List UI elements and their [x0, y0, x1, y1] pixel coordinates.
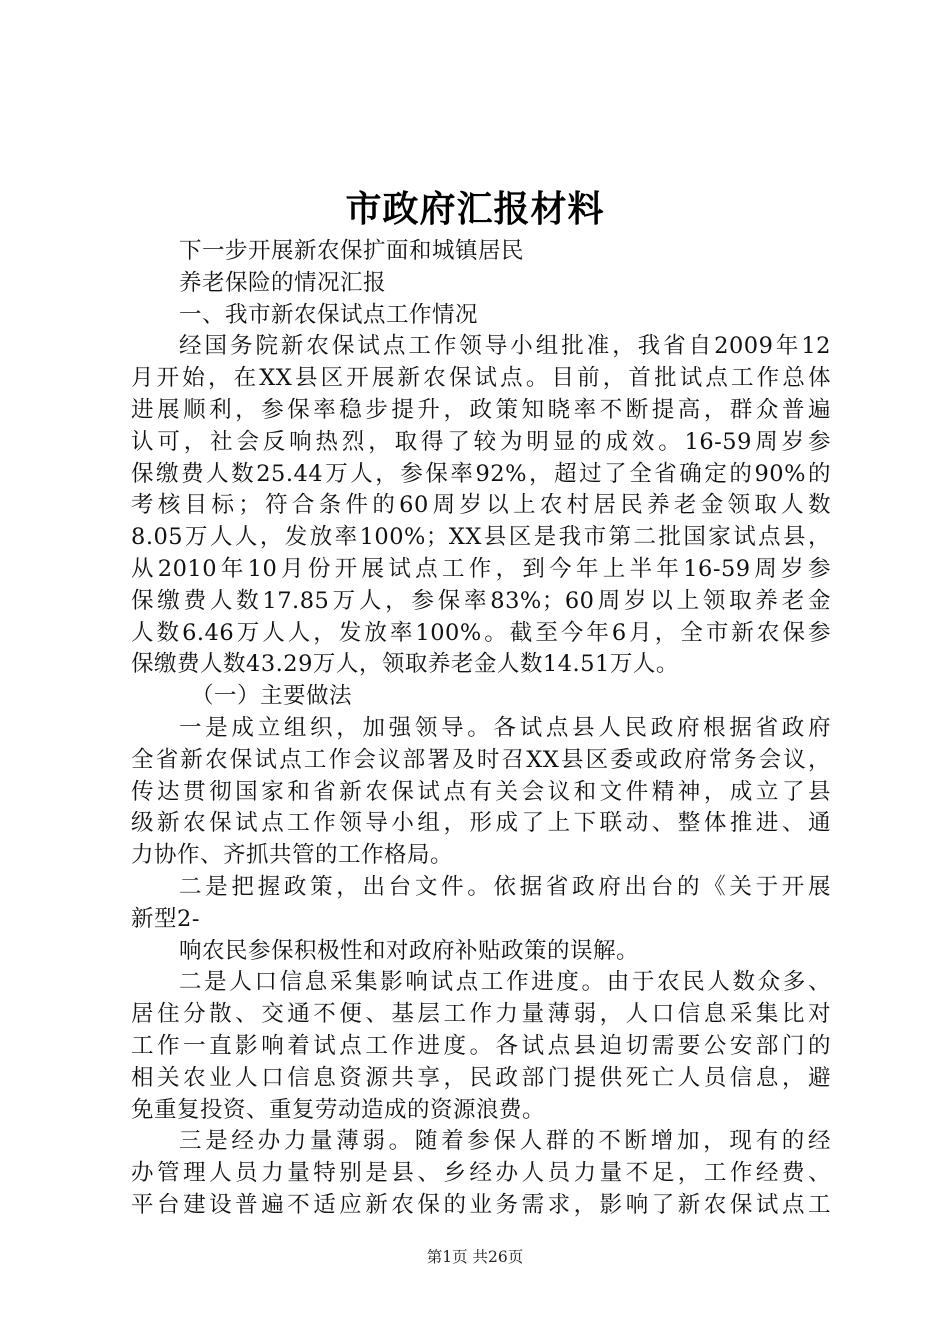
paragraph-line: 二是把握政策，出台文件。依据省政府出台的《关于开展 — [179, 873, 831, 900]
paragraph-line: 从2010年10月份开展试点工作，到今年上半年16-59周岁参 — [131, 555, 831, 582]
paragraph-line: 保缴费人数43.29万人，领取养老金人数14.51万人。 — [131, 651, 679, 678]
paragraph-line: 办管理人员力量特别是县、乡经办人员力量不足，工作经费、 — [131, 1160, 831, 1187]
paragraph-line: 免重复投资、重复劳动造成的资源浪费。 — [131, 1096, 546, 1123]
paragraph-line: 三是经办力量薄弱。随着参保人群的不断增加，现有的经 — [179, 1128, 831, 1155]
paragraph-line: 考核目标；符合条件的60周岁以上农村居民养老金领取人数 — [131, 492, 831, 519]
paragraph-line: 居住分散、交通不便、基层工作力量薄弱，人口信息采集比对 — [131, 1001, 831, 1028]
paragraph-line: 保缴费人数17.85万人，参保率83%；60周岁以上领取养老金 — [131, 587, 831, 614]
paragraph-line: 力协作、齐抓共管的工作格局。 — [131, 842, 454, 869]
paragraph-line: 全省新农保试点工作会议部署及时召XX县区委或政府常务会议， — [131, 746, 831, 773]
section-heading-1: 一、我市新农保试点工作情况 — [179, 301, 479, 328]
paragraph-line: 级新农保试点工作领导小组，形成了上下联动、整体推进、通 — [131, 810, 831, 837]
paragraph-line: 8.05万人人，发放率100%；XX县区是我市第二批国家试点县， — [131, 524, 831, 551]
paragraph-line: 平台建设普遍不适应新农保的业务需求，影响了新农保试点工 — [131, 1191, 831, 1218]
paragraph-line: 人数6.46万人人，发放率100%。截至今年6月，全市新农保参 — [131, 619, 831, 646]
paragraph-line: 响农民参保积极性和对政府补贴政策的误解。 — [179, 937, 640, 964]
section-heading-2: （一）主要做法 — [191, 683, 353, 710]
paragraph-line: 工作一直影响着试点工作进度。各试点县迫切需要公安部门的 — [131, 1032, 831, 1059]
paragraph-line: 认可，社会反响热烈，取得了较为明显的成效。16-59周岁参 — [131, 428, 831, 455]
paragraph-line: 一是成立组织，加强领导。各试点县人民政府根据省政府 — [179, 714, 831, 741]
paragraph-line: 经国务院新农保试点工作领导小组批准，我省自2009年12 — [179, 333, 831, 360]
paragraph-line: 保缴费人数25.44万人，参保率92%，超过了全省确定的90%的 — [131, 460, 831, 487]
paragraph-line: 进展顺利，参保率稳步提升，政策知晓率不断提高，群众普遍 — [131, 396, 831, 423]
paragraph-line: 传达贯彻国家和省新农保试点有关会议和文件精神，成立了县 — [131, 778, 831, 805]
paragraph-line: 月开始，在XX县区开展新农保试点。目前，首批试点工作总体 — [131, 365, 831, 392]
document-body — [131, 236, 831, 1222]
paragraph-line: 二是人口信息采集影响试点工作进度。由于农民人数众多、 — [179, 969, 831, 996]
subtitle-line-2: 养老保险的情况汇报 — [179, 269, 387, 296]
page-footer: 第1页 共26页 — [426, 1248, 524, 1266]
paragraph-line: 相关农业人口信息资源共享，民政部门提供死亡人员信息，避 — [131, 1064, 831, 1091]
document-title: 市政府汇报材料 — [345, 188, 605, 230]
paragraph-line: 新型2- — [131, 905, 200, 932]
subtitle-line-1: 下一步开展新农保扩面和城镇居民 — [179, 238, 525, 264]
